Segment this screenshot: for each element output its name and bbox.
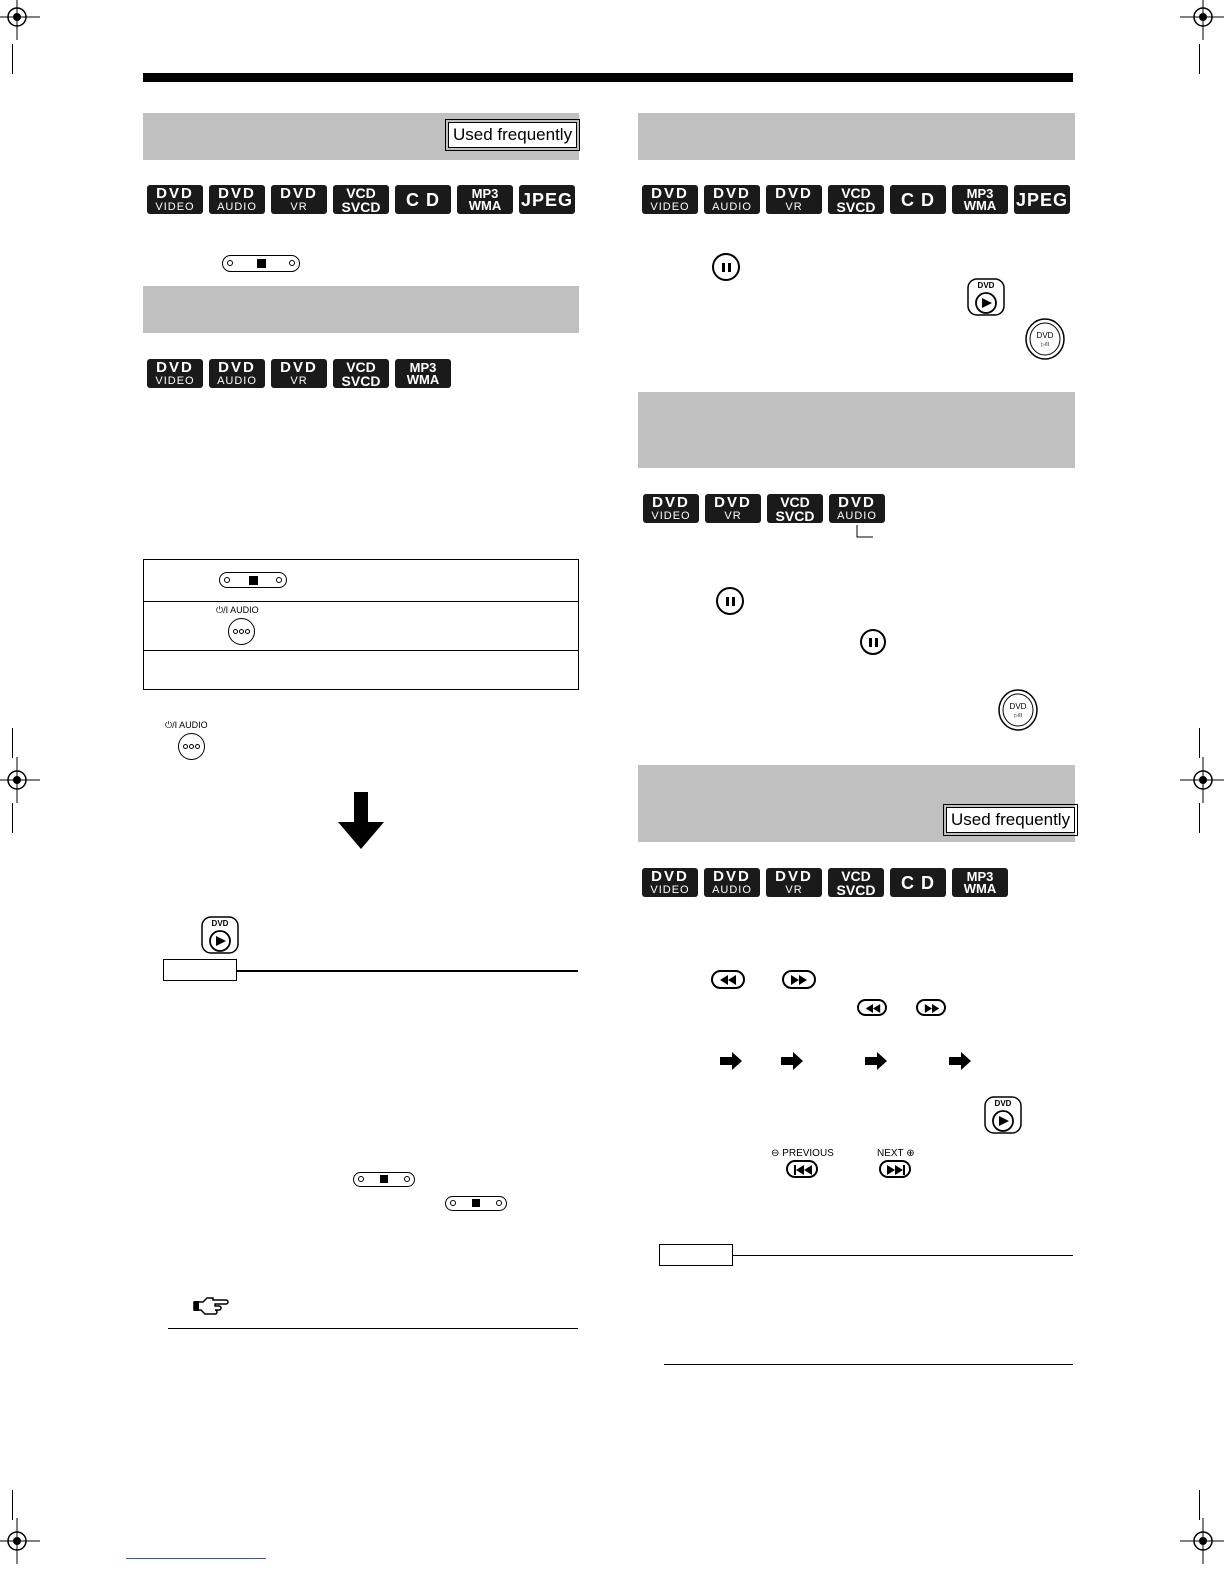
badge-dvd-audio: DVD AUDIO [704,868,760,897]
footer-link-line [126,1558,266,1559]
resume-mode-table: ⏻/I AUDIO [143,559,579,690]
crop-line [12,728,13,758]
disc-badges-search [642,868,1008,897]
crop-line [12,44,13,74]
registration-mark-icon [1180,1518,1224,1564]
badge-mp3-wma: MP3 WMA [395,359,451,388]
section-band-frame [638,392,1075,468]
svg-text:▷/II: ▷/II [1040,342,1050,348]
registration-mark-icon [1180,757,1224,803]
unit-dvd-play-pause-button[interactable] [997,688,1039,732]
badge-dvd-vr: DVD VR [705,494,761,523]
svg-text:DVD: DVD [994,1099,1012,1108]
note-label-box [163,959,237,981]
right-arrow-icon [720,1052,742,1070]
disc-badges-resume [147,359,451,388]
disc-badges-stop [147,185,575,214]
section-band-pause [638,113,1075,160]
badge-cd: C D [890,868,946,897]
stop-button[interactable] [445,1196,507,1211]
used-frequently-tag: Used frequently [946,807,1075,833]
next-button[interactable]: NEXT ⊕ [877,1148,927,1182]
page-header-rule [143,73,1073,82]
badge-dvd-audio: DVD AUDIO [829,494,885,523]
used-frequently-tag: Used frequently [448,122,577,148]
fast-forward-button[interactable] [916,999,946,1016]
badge-dvd-audio: DVD AUDIO [209,359,265,388]
section-band-resume [143,286,579,333]
fast-forward-icon [789,975,809,985]
badge-dvd-video: DVD VIDEO [642,185,698,214]
stop-icon [257,259,266,268]
stop-icon [472,1199,480,1207]
badge-cd: C D [395,185,451,214]
svg-text:DVD: DVD [977,281,995,290]
badge-dvd-vr: DVD VR [766,868,822,897]
skip-forward-icon [886,1165,906,1175]
rewind-icon [718,975,738,985]
badge-cd: C D [890,185,946,214]
crop-line [1199,1490,1200,1520]
badge-vcd-svcd: VCD SVCD [828,868,884,897]
crop-line [1199,728,1200,758]
note-label-box [659,1244,733,1266]
badge-vcd-svcd: VCD SVCD [333,359,389,388]
disc-badges-pause [642,185,1070,214]
stop-button[interactable] [222,255,300,272]
badge-dvd-audio: DVD AUDIO [209,185,265,214]
registration-mark-icon [0,0,40,40]
badge-jpeg: JPEG [1014,185,1070,214]
stop-icon [380,1175,388,1183]
badge-jpeg: JPEG [519,185,575,214]
badge-vcd-svcd: VCD SVCD [767,494,823,523]
rewind-button[interactable] [857,999,887,1016]
registration-mark-icon [1180,0,1224,40]
minus-circle-icon: ⊖ [771,1148,780,1159]
badge-mp3-wma: MP3 WMA [952,868,1008,897]
previous-button[interactable]: ⊖ PREVIOUS [771,1148,841,1182]
down-arrow-icon [338,792,384,850]
crop-line [1199,803,1200,833]
stop-button[interactable] [353,1172,415,1187]
badge-mp3-wma: MP3 WMA [457,185,513,214]
badge-vcd-svcd: VCD SVCD [333,185,389,214]
dvd-play-button[interactable] [201,916,239,954]
crop-line [12,803,13,833]
plus-circle-icon: ⊕ [906,1148,915,1159]
pause-button[interactable] [712,253,740,281]
section-end-rule [664,1364,1073,1365]
bracket-line-icon [856,525,874,539]
pointing-hand-icon [193,1296,229,1316]
badge-dvd-video: DVD VIDEO [147,359,203,388]
right-arrow-icon [949,1052,971,1070]
badge-mp3-wma: MP3 WMA [952,185,1008,214]
svg-text:DVD: DVD [1009,702,1027,711]
badge-vcd-svcd: VCD SVCD [828,185,884,214]
svg-text:DVD: DVD [1036,331,1054,340]
section-end-rule [168,1328,578,1329]
fast-forward-icon [923,1004,941,1013]
skip-back-icon [793,1165,813,1175]
stop-icon [249,576,258,585]
badge-dvd-video: DVD VIDEO [147,185,203,214]
dvd-play-button[interactable] [984,1096,1022,1134]
disc-badges-frame [643,494,885,523]
section-band-stop [143,113,579,160]
svg-text:DVD: DVD [211,919,229,928]
crop-line [1199,44,1200,74]
badge-dvd-video: DVD VIDEO [643,494,699,523]
rewind-button[interactable] [711,970,745,989]
badge-dvd-vr: DVD VR [271,185,327,214]
registration-mark-icon [0,1518,40,1564]
note-rule [733,1255,1073,1256]
right-arrow-icon [865,1052,887,1070]
fast-forward-button[interactable] [782,970,816,989]
pause-button[interactable] [716,587,744,615]
registration-mark-icon [0,757,40,803]
right-arrow-icon [781,1052,803,1070]
unit-dvd-play-pause-button[interactable] [1024,317,1066,361]
pause-button[interactable] [860,629,886,655]
section-band-search [638,765,1075,842]
note-rule [237,970,578,972]
badge-dvd-audio: DVD AUDIO [704,185,760,214]
badge-dvd-video: DVD VIDEO [642,868,698,897]
stop-button[interactable] [219,572,287,588]
dvd-play-button[interactable] [967,278,1005,316]
crop-line [12,1490,13,1520]
badge-dvd-vr: DVD VR [271,359,327,388]
rewind-icon [864,1004,882,1013]
svg-text:▷/II: ▷/II [1013,713,1023,719]
badge-dvd-vr: DVD VR [766,185,822,214]
